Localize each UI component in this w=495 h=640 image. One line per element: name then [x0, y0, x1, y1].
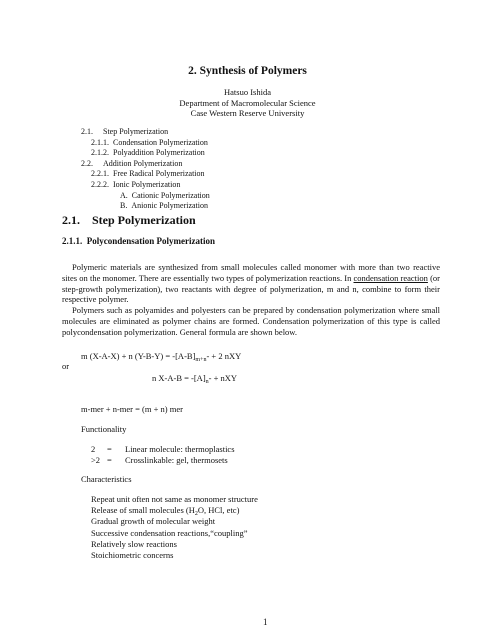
toc-item [81, 127, 168, 138]
equation-1 [81, 351, 241, 361]
toc-label: Polyaddition Polymerization [113, 148, 205, 158]
section-title: Step Polymerization [92, 213, 196, 227]
paragraph-text: Polymeric materials are synthesized from small molecules called monomer with more than two reactive sites on the monomer. There are essentially two types of polymerization reactions. In [62, 262, 440, 283]
section-heading [62, 213, 196, 228]
toc-item [120, 201, 208, 212]
list-item [91, 505, 258, 516]
functionality-heading: Functionality [81, 424, 127, 434]
functionality-row [91, 455, 228, 466]
equation-2 [152, 373, 237, 383]
functionality-desc: Crosslinkable: gel, thermosets [125, 455, 228, 465]
equation-text: m (X-A-X) + n (Y-B-Y) = -[A-B] [81, 351, 196, 361]
subscript: 2 [194, 511, 198, 518]
subsection-number: 2.1.1. [62, 236, 83, 246]
paragraph: Polymers such as polyamides and polyesters can be prepared by condensation polymerization where small molecules are eliminated as polymer chains are formed. Condensation polymerization of this type is called polycondensation polymerization. General formula are shown below. [62, 305, 440, 337]
list-item: Relatively slow reactions [91, 538, 177, 549]
toc-label: Condensation Polymerization [113, 137, 208, 147]
list-item-text: O, HCl, etc) [197, 505, 240, 516]
toc-item [91, 169, 205, 180]
list-item: Repeat unit often not same as monomer structure [91, 494, 258, 504]
toc-number: 2.1.1. [91, 137, 109, 147]
toc-label: Cationic Polymerization [131, 190, 210, 200]
toc-label: Addition Polymerization [103, 158, 183, 168]
toc-item [81, 159, 182, 170]
section-number: 2.1. [62, 213, 80, 227]
equation-3: m-mer + n-mer = (m + n) mer [81, 404, 183, 414]
paragraph-text: (or step-growth polymerization), two reactants with degree of polymerization, m and n, combine to form their respective polymer. [62, 272, 440, 305]
characteristics-list [91, 494, 258, 561]
subscript: n [205, 379, 209, 385]
equation-text: - + 2 nXY [206, 351, 242, 361]
toc-number: 2.2.2. [91, 180, 109, 189]
underlined-term: condensation reaction [353, 272, 428, 283]
equation-text: - + nXY [208, 373, 238, 383]
equals-sign: = [107, 455, 112, 465]
toc-number: A. [120, 190, 128, 200]
toc-number: B. [120, 201, 128, 211]
page-title: 2. Synthesis of Polymers [188, 65, 307, 77]
list-item: Successive condensation reactions,“coupling” [91, 527, 248, 538]
paragraph [62, 262, 440, 305]
subsection-heading [62, 236, 215, 246]
author: Hatsuo Ishida [224, 87, 271, 97]
functionality-row [91, 444, 235, 455]
equals-sign: = [107, 444, 112, 454]
list-item: Stoichiometric concerns [91, 550, 174, 561]
list-item: Gradual growth of molecular weight [91, 516, 216, 527]
toc-number: 2.1. [81, 127, 93, 136]
subscript: m+n [195, 357, 207, 363]
toc-label: Free Radical Polymerization [113, 169, 205, 179]
department: Department of Macromolecular Science [179, 97, 316, 108]
functionality-value: 2 [91, 444, 96, 454]
toc-label: Ionic Polymerization [113, 180, 181, 189]
or-label: or [62, 361, 70, 371]
toc-number: 2.1.2. [91, 148, 109, 158]
toc-item [91, 138, 208, 149]
toc-number: 2.2. [81, 158, 93, 168]
toc-number: 2.2.1. [91, 169, 109, 179]
toc-item [91, 180, 180, 191]
body-text [62, 262, 440, 338]
toc-item [120, 191, 210, 202]
university: Case Western Reserve University [190, 108, 305, 118]
functionality-desc: Linear molecule: thermoplastics [125, 444, 235, 454]
list-item-text: Release of small molecules (H [91, 505, 195, 516]
toc-label: Step Polymerization [103, 127, 169, 136]
equation-text: n X-A-B = -[A] [152, 373, 206, 383]
characteristics-heading: Characteristics [81, 474, 132, 484]
toc-label: Anionic Polymerization [131, 201, 208, 211]
subsection-title: Polycondensation Polymerization [86, 236, 215, 246]
functionality-value: >2 [91, 455, 101, 465]
page-number: 1 [263, 617, 268, 627]
toc-item [91, 148, 205, 159]
